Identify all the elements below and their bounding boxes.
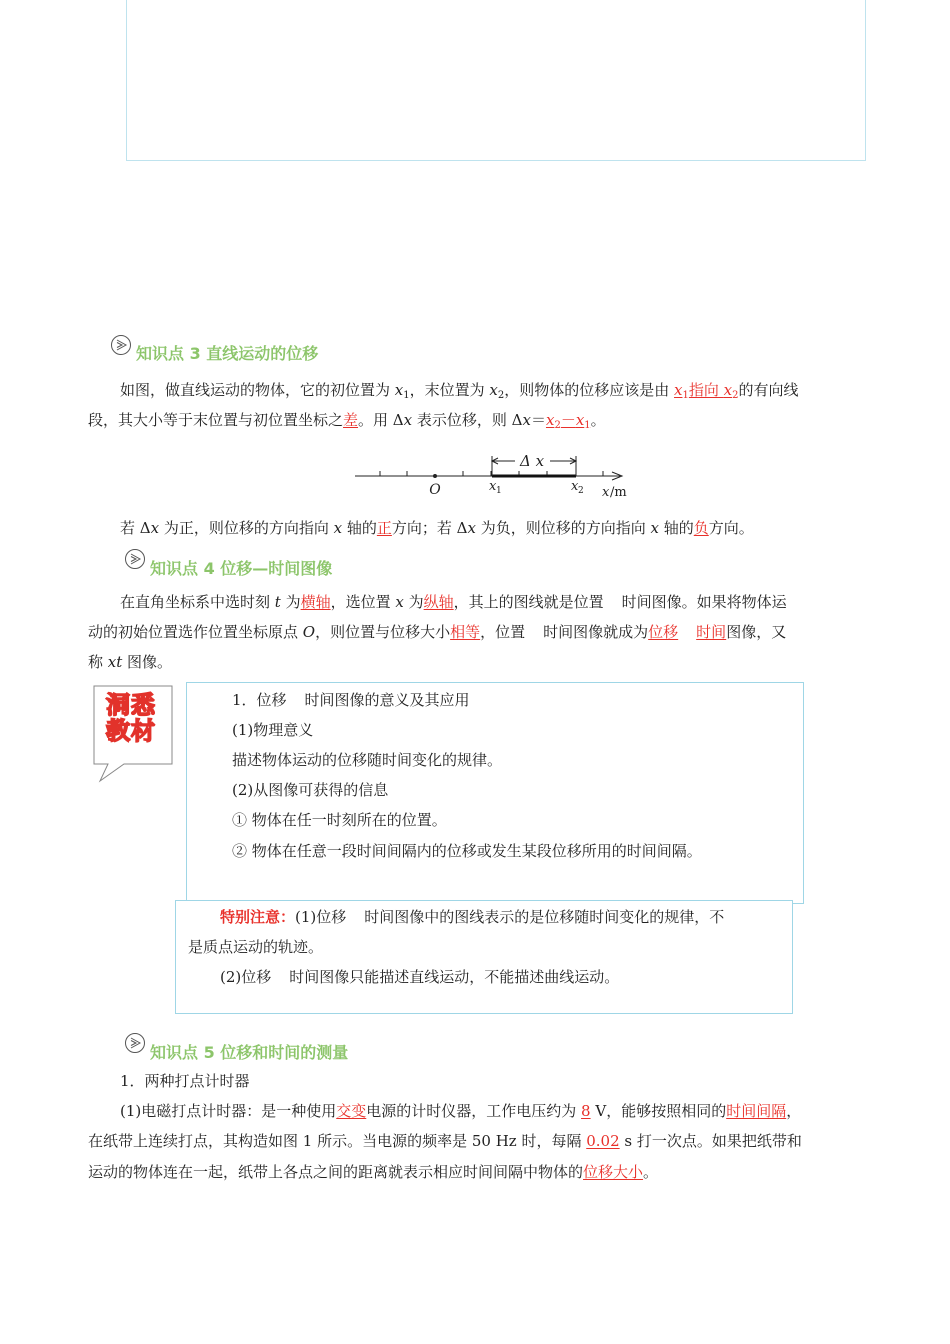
- box1-line-6: ② 物体在任意一段时间间隔内的位移或发生某段位移所用的时间间隔。: [232, 842, 702, 860]
- section-4-paragraph-line-3: 称 xt 图像。: [88, 653, 173, 671]
- answer-displacement-time: 位移 时间: [648, 623, 727, 641]
- box2-line-2: 是质点运动的轨迹。: [188, 938, 324, 956]
- x1-tick-subscript: 1: [496, 486, 502, 496]
- box1-line-4: (2)从图像可获得的信息: [232, 781, 389, 799]
- section-5-bullet-icon: [124, 1032, 146, 1058]
- section-5-paragraph-line-3: 运动的物体连在一起，纸带上各点之间的距离就表示相应时间间隔中物体的位移大小。: [88, 1163, 659, 1181]
- axis-unit-x: x: [602, 485, 610, 500]
- answer-negative: 负: [693, 519, 709, 537]
- answer-vertical-axis: 纵轴: [423, 593, 454, 611]
- origin-label: O: [429, 482, 441, 498]
- answer-alternating: 交变: [336, 1102, 367, 1120]
- section-4-paragraph-line-2: 动的初始位置选作位置坐标原点 O，则位置与位移大小相等，位置 时间图像就成为位移 时间图像，又: [88, 623, 787, 641]
- displacement-axis-diagram: [350, 448, 640, 502]
- section-4-title: 知识点 4 位移—时间图像: [150, 559, 333, 578]
- section-3-bullet-icon: [110, 334, 132, 360]
- x1-tick-label: x: [489, 479, 497, 494]
- section-4-bullet-icon: [124, 548, 146, 574]
- top-frame: [126, 0, 866, 161]
- answer-difference: 差: [343, 411, 359, 429]
- section-5-title: 知识点 5 位移和时间的测量: [150, 1043, 349, 1062]
- answer-8: 8: [581, 1102, 591, 1120]
- section-5-paragraph-line-1: (1)电磁打点计时器：是一种使用交变电源的计时仪器，工作电压约为 8 V，能够按照相同的时间间隔，: [120, 1102, 802, 1120]
- answer-x2-minus-x1: $x_2-x_1$: [545, 411, 591, 431]
- answer-displacement-size: 位移大小: [583, 1163, 644, 1181]
- section-3-paragraph-line-2: 段，其大小等于末位置与初位置坐标之差。用 Δx 表示位移，则 $\Delta x=x_2-x_1$。: [88, 411, 606, 431]
- answer-positive: 正: [376, 519, 392, 537]
- answer-horizontal-axis: 横轴: [300, 593, 331, 611]
- section-4-paragraph-line-1: 在直角坐标系中选时刻 t 为横轴，选位置 x 为纵轴，其上的图线就是位置 时间图像。如果将物体运: [120, 593, 787, 611]
- box2-line-1: 特别注意：(1)位移 时间图像中的图线表示的是位移随时间变化的规律，不: [220, 908, 725, 926]
- special-note-label: 特别注意：: [220, 908, 296, 926]
- axis-unit-m: /m: [610, 485, 627, 500]
- box1-line-5: ① 物体在任一时刻所在的位置。: [232, 811, 447, 829]
- box1-line-1: 1．位移 时间图像的意义及其应用: [232, 691, 470, 709]
- section-5-line-1: 1．两种打点计时器: [120, 1072, 250, 1090]
- answer-time-interval: 时间间隔: [726, 1102, 787, 1120]
- answer-0.02: 0.02: [586, 1132, 620, 1150]
- x2-tick-label: x: [571, 479, 579, 494]
- box1-line-3: 描述物体运动的位移随时间变化的规律。: [232, 751, 503, 769]
- box2-line-3: (2)位移 时间图像只能描述直线运动，不能描述曲线运动。: [220, 968, 620, 986]
- section-5-paragraph-line-2: 在纸带上连续打点，其构造如图 1 所示。当电源的频率是 50 Hz 时，每隔 0.02 s 打一次点。如果把纸带和: [88, 1132, 802, 1150]
- answer-equal: 相等: [450, 623, 481, 641]
- section-3-title: 知识点 3 直线运动的位移: [136, 344, 319, 363]
- delta-x-label: Δ x: [519, 452, 545, 470]
- section-3-paragraph-line-1: 如图，做直线运动的物体，它的初位置为 $x_1$，末位置为 $x_2$，则物体的位移应该是由 $x_1$指向 $x_2$的有向线: [120, 381, 799, 401]
- box1-line-2: (1)物理意义: [232, 721, 314, 739]
- answer-x1-to-x2: $x_1$指向 $x_2$: [674, 381, 739, 401]
- x2-tick-subscript: 2: [578, 486, 584, 496]
- textbook-badge-text: 洞悉 教材: [106, 691, 156, 745]
- section-3-paragraph-line-3: 若 Δx 为正，则位移的方向指向 x 轴的正方向；若 Δx 为负，则位移的方向指向 x 轴的负方向。: [120, 519, 754, 537]
